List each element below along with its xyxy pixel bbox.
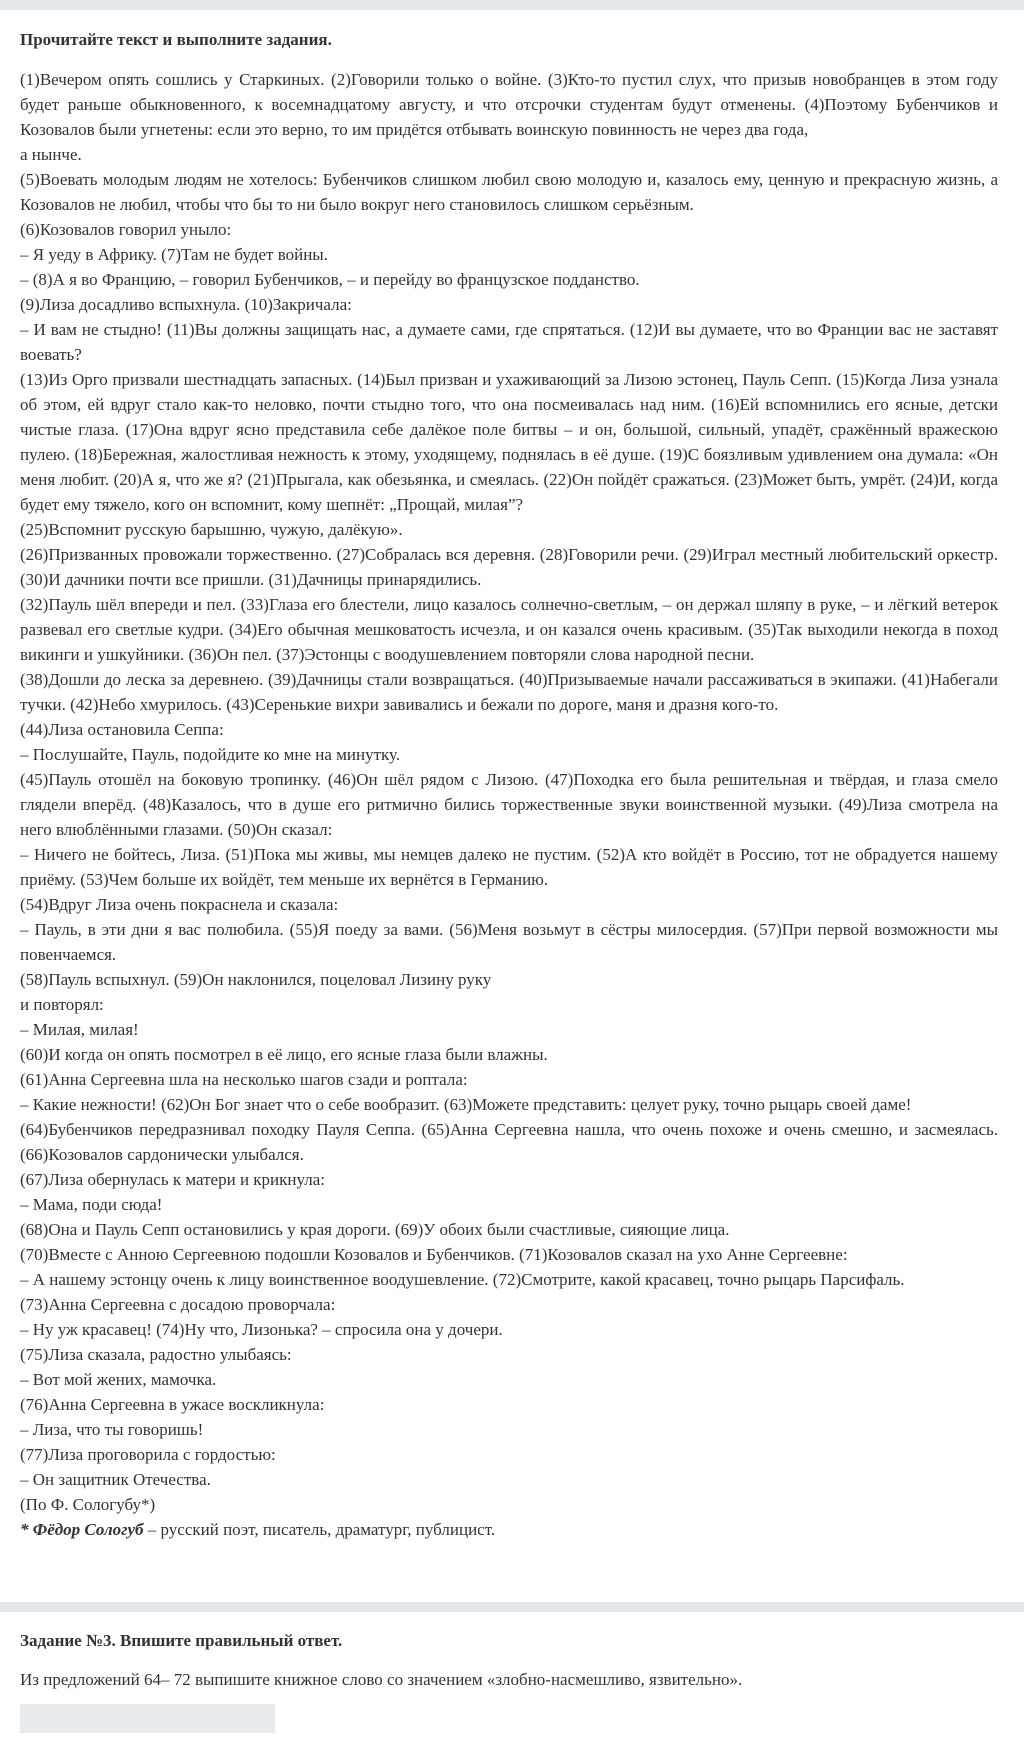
text-paragraph: и повторял: [20, 995, 104, 1014]
footnote [20, 1517, 998, 1542]
task-question: Из предложений 64– 72 выпишите книжное слово со значением «злобно-насмешливо, язвительно». [20, 1670, 743, 1689]
text-paragraph: – А нашему эстонцу очень к лицу воинственное воодушевление. (72)Смотрите, какой красавец, точно рыцарь Парсифаль. [20, 1270, 905, 1289]
text-paragraph: (76)Анна Сергеевна в ужасе воскликнула: [20, 1395, 325, 1414]
text-paragraph: – Ничего не бойтесь, Лиза. (51)Пока мы живы, мы немцев далеко не пустим. (52)А кто войдёт в Россию, тот не обрадуется нашему приёму. (53)Чем больше их войдёт, тем меньше их вернётся в Германию. [20, 845, 998, 889]
text-paragraph: (26)Призванных провожали торжественно. (27)Собралась вся деревня. (28)Говорили речи. (29)Играл местный любительский оркестр. (30)И дачники почти все пришли. (31)Дачницы принарядились. [20, 545, 998, 589]
text-paragraph: (9)Лиза досадливо вспыхнула. (10)Закричала: [20, 295, 352, 314]
text-paragraph: – Милая, милая! [20, 1020, 139, 1039]
text-paragraph: – И вам не стыдно! (11)Вы должны защищать нас, а думаете сами, где спрятаться. (12)И вы думаете, что во Франции вас не заставят воевать? [20, 320, 998, 364]
text-paragraph: – Пауль, в эти дни я вас полюбила. (55)Я поеду за вами. (56)Меня возьмут в сёстры милосердия. (57)При первой возможности мы повенчаемся. [20, 920, 998, 964]
answer-input[interactable] [20, 1704, 275, 1733]
footnote-term: * Фёдор Сологуб [20, 1520, 144, 1539]
text-paragraph: – Ну уж красавец! (74)Ну что, Лизонька? – спросила она у дочери. [20, 1320, 503, 1339]
text-paragraph: – Он защитник Отечества. [20, 1470, 211, 1489]
text-paragraph: (61)Анна Сергеевна шла на несколько шагов сзади и роптала: [20, 1070, 468, 1089]
text-paragraph: (По Ф. Сологубу*) [20, 1495, 156, 1514]
text-paragraph: (60)И когда он опять посмотрел в её лицо, его ясные глаза были влажны. [20, 1045, 548, 1064]
task-section [0, 1628, 1024, 1733]
text-paragraph: (13)Из Орго призвали шестнадцать запасных. (14)Был призван и ухаживающий за Лизою эстонец, Пауль Сепп. (15)Когда Лиза узнала об этом, ей вдруг стало как-то неловко, почти стыдно того, что она посмеивалась над ним. (16)Ей вспомнились его ясные, детски чистые глаза. (17)Она вдруг ясно представила себе далёкое поле битвы – и он, большой, сильный, упадёт, сражённый вражескою пулею. (18)Бережная, жалостливая нежность к этому, уходящему, поднялась в её душе. (19)С боязливым удивлением она думала: «Он меня любит. (20)А я, что же я? (21)Прыгала, как обезьянка, и смеялась. (22)Он пойдёт сражаться. (23)Может быть, умрёт. (24)И, когда будет ему тяжело, кого он вспомнит, кому шепнёт: „Прощай, милая”? [20, 370, 998, 514]
text-paragraph: (6)Козовалов говорил уныло: [20, 220, 232, 239]
reading-text [20, 67, 998, 1517]
text-paragraph: (67)Лиза обернулась к матери и крикнула: [20, 1170, 326, 1189]
reading-text-section [0, 27, 1024, 1542]
text-paragraph: (25)Вспомнит русскую барышню, чужую, далёкую». [20, 520, 403, 539]
text-paragraph: (5)Воевать молодым людям не хотелось: Бубенчиков слишком любил свою молодую и, казалось ему, ценную и прекрасную жизнь, а Козовалов не любил, чтобы что бы то ни было вокруг него становилось слишком серьёзным. [20, 170, 998, 214]
text-paragraph: – Мама, поди сюда! [20, 1195, 163, 1214]
text-paragraph: (45)Пауль отошёл на боковую тропинку. (46)Он шёл рядом с Лизою. (47)Походка его была решительная и твёрдая, и глаза смело глядели вперёд. (48)Казалось, что в душе его ритмично бились торжественные звуки воинственной музыки. (49)Лиза смотрела на него влюблёнными глазами. (50)Он сказал: [20, 770, 998, 839]
text-paragraph: (77)Лиза проговорила с гордостью: [20, 1445, 276, 1464]
text-paragraph: – Лиза, что ты говоришь! [20, 1420, 204, 1439]
text-paragraph: а нынче. [20, 145, 82, 164]
task-title: Задание №3. Впишите правильный ответ. [20, 1631, 343, 1650]
text-paragraph: (73)Анна Сергеевна с досадою проворчала: [20, 1295, 336, 1314]
footnote-definition: – русский поэт, писатель, драматург, публицист. [143, 1520, 496, 1539]
text-paragraph: (64)Бубенчиков передразнивал походку Пауля Сеппа. (65)Анна Сергеевна нашла, что очень похоже и очень смешно, и засмеялась. (66)Козовалов сардонически улыбался. [20, 1120, 998, 1164]
text-paragraph: (44)Лиза остановила Сеппа: [20, 720, 224, 739]
text-paragraph: (54)Вдруг Лиза очень покраснела и сказала: [20, 895, 339, 914]
section-separator [0, 1602, 1024, 1612]
text-paragraph: – (8)А я во Францию, – говорил Бубенчиков, – и перейду во французское подданство. [20, 270, 640, 289]
text-paragraph: (32)Пауль шёл впереди и пел. (33)Глаза его блестели, лицо казалось солнечно-светлым, – он держал шляпу в руке, – и лёгкий ветерок развевал его светлые кудри. (34)Его обычная мешковатость исчезла, и он казался очень красивым. (35)Так выходили некогда в поход викинги и ушкуйники. (36)Он пел. (37)Эстонцы с воодушевлением повторяли слова народной песни. [20, 595, 998, 664]
text-paragraph: (58)Пауль вспыхнул. (59)Он наклонился, поцеловал Лизину руку [20, 970, 492, 989]
text-paragraph: (75)Лиза сказала, радостно улыбаясь: [20, 1345, 292, 1364]
text-paragraph: (1)Вечером опять сошлись у Старкиных. (2)Говорили только о войне. (3)Кто-то пустил слух, что призыв новобранцев в этом году будет раньше обыкновенного, к восемнадцатому августу, и что отсрочки студентам будут отменены. (4)Поэтому Бубенчиков и Козовалов были угнетены: если это верно, то им придётся отбывать воинскую повинность не через два года, [20, 70, 998, 139]
text-paragraph: – Я уеду в Африку. (7)Там не будет войны. [20, 245, 328, 264]
reading-title: Прочитайте текст и выполните задания. [20, 30, 332, 49]
top-separator [0, 0, 1024, 10]
text-paragraph: (70)Вместе с Анною Сергеевною подошли Козовалов и Бубенчиков. (71)Козовалов сказал на ухо Анне Сергеевне: [20, 1245, 848, 1264]
text-paragraph: (68)Она и Пауль Сепп остановились у края дороги. (69)У обоих были счастливые, сияющие лица. [20, 1220, 730, 1239]
text-paragraph: – Вот мой жених, мамочка. [20, 1370, 217, 1389]
text-paragraph: – Послушайте, Пауль, подойдите ко мне на минутку. [20, 745, 401, 764]
text-paragraph: (38)Дошли до леска за деревнею. (39)Дачницы стали возвращаться. (40)Призываемые начали рассаживаться в экипажи. (41)Набегали тучки. (42)Небо хмурилось. (43)Серенькие вихри завивались и бежали по дороге, маня и дразня кого-то. [20, 670, 998, 714]
text-paragraph: – Какие нежности! (62)Он Бог знает что о себе вообразит. (63)Можете представить: целует руку, точно рыцарь своей даме! [20, 1095, 912, 1114]
